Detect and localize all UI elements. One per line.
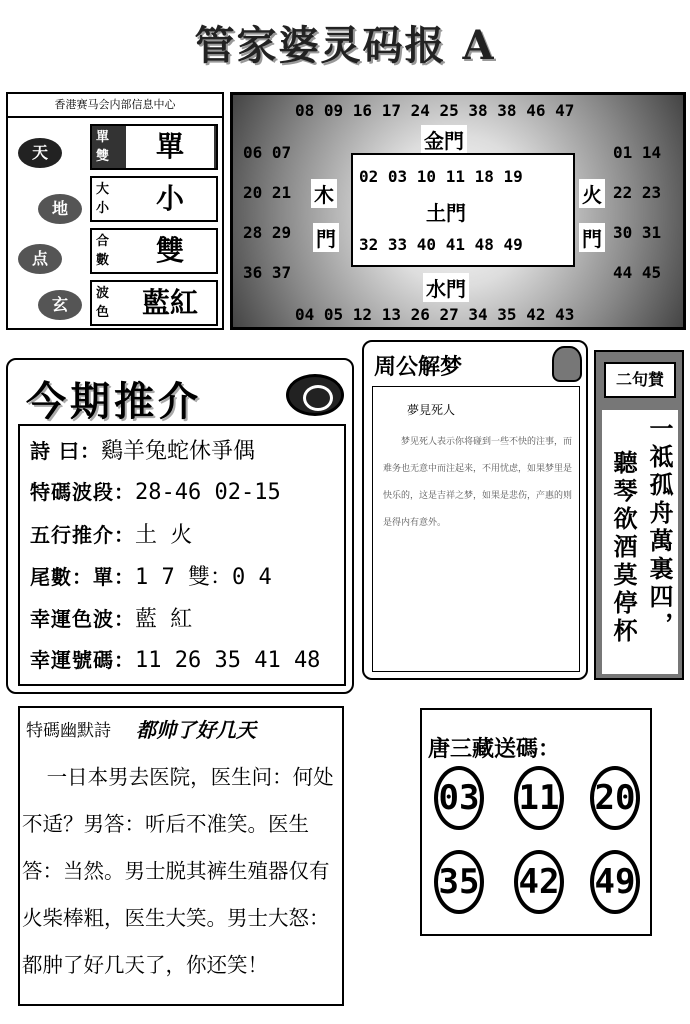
label-sum-b: 數 bbox=[96, 253, 110, 268]
dream-content bbox=[372, 386, 580, 672]
verse-line-right: 一祗孤舟萬裏四， bbox=[645, 416, 674, 640]
lucky-numbers-title: 唐三藏送碼： bbox=[428, 736, 561, 762]
poem-line: 詩 曰：鷄羊兔蛇休爭偶 bbox=[30, 439, 255, 464]
page-title: 管家婆灵码报 A bbox=[194, 22, 496, 69]
logo-icon bbox=[286, 374, 344, 416]
verse-line-left: 聽琴欲酒莫停杯 bbox=[609, 450, 638, 646]
right-numbers-2: 22 23 bbox=[613, 183, 662, 202]
earth-gate-box bbox=[351, 153, 575, 267]
label-big: 大 bbox=[96, 182, 110, 197]
badge-heaven: 天 bbox=[18, 138, 62, 168]
sum-row bbox=[90, 228, 218, 274]
lucky-ball: 42 bbox=[514, 850, 564, 914]
dream-text: 梦见死人表示你将碰到一些不快的注事，而难务也无意中而注起来，不用忧虑，如果梦里是快乐的，这是吉祥之梦，如果是悲伤，产惠的则是得内有意外。 bbox=[383, 437, 573, 528]
bottom-numbers: 04 05 12 13 26 27 34 35 42 43 bbox=[295, 305, 575, 324]
lucky-ball: 49 bbox=[590, 850, 640, 914]
verse-title: 二句賛 bbox=[604, 362, 676, 398]
badge-point: 点 bbox=[18, 244, 62, 274]
color-row bbox=[90, 280, 218, 326]
sum-value: 雙 bbox=[155, 234, 184, 267]
lucky-color-line: 幸運色波：藍 紅 bbox=[30, 607, 193, 632]
left-numbers-4: 36 37 bbox=[243, 263, 292, 282]
left-numbers-3: 28 29 bbox=[243, 223, 292, 242]
left-numbers-1: 06 07 bbox=[243, 143, 292, 162]
dream-panel bbox=[362, 340, 588, 680]
label-even: 雙 bbox=[96, 149, 110, 164]
lucky-ball: 03 bbox=[434, 766, 484, 830]
label-color: 色 bbox=[96, 305, 110, 320]
lucky-ball: 11 bbox=[514, 766, 564, 830]
lucky-numbers-panel bbox=[420, 708, 652, 936]
dream-title: 周公解梦 bbox=[374, 355, 463, 380]
badge-mystic: 玄 bbox=[38, 290, 82, 320]
lucky-ball: 20 bbox=[590, 766, 640, 830]
label-odd: 單 bbox=[96, 130, 110, 145]
right-numbers-1: 01 14 bbox=[613, 143, 662, 162]
five-elements-line: 五行推介：土 火 bbox=[30, 523, 193, 548]
figure-icon bbox=[552, 346, 582, 382]
wood-gate: 木 bbox=[311, 179, 337, 208]
right-numbers-3: 30 31 bbox=[613, 223, 662, 242]
dream-heading: 夢見死人 bbox=[407, 403, 456, 417]
recommendation-panel bbox=[6, 358, 354, 694]
verse-panel bbox=[594, 350, 684, 680]
color-value: 藍紅 bbox=[141, 286, 198, 319]
lucky-ball: 35 bbox=[434, 850, 484, 914]
wave-segment-line: 特碼波段：28-46 02-15 bbox=[30, 480, 281, 505]
top-numbers: 08 09 16 17 24 25 38 38 46 47 bbox=[295, 101, 575, 120]
joke-panel bbox=[18, 706, 344, 1006]
odd-even-value: 單 bbox=[126, 126, 214, 168]
right-numbers-4: 44 45 bbox=[613, 263, 662, 282]
center-top-numbers: 02 03 10 11 18 19 bbox=[359, 167, 523, 186]
tail-number-line: 尾數：單：1 7 雙：0 4 bbox=[30, 565, 272, 590]
big-small-row bbox=[90, 176, 218, 222]
badge-earth: 地 bbox=[38, 194, 82, 224]
joke-body: 一日本男去医院，医生问：何处不适？男答：听后不准笑。医生答：当然。男士脱其裤生殖器仅有火柴棒粗，医生大笑。男士大怒：都肿了好几天了，你还笑！ bbox=[22, 765, 334, 977]
odd-even-row bbox=[90, 124, 218, 170]
fire-gate: 火 bbox=[579, 179, 605, 208]
panel-header: 香港赛马会内部信息中心 bbox=[8, 94, 222, 118]
recommendation-list bbox=[18, 424, 346, 686]
water-gate: 水門 bbox=[423, 273, 469, 302]
label-sum-a: 合 bbox=[96, 234, 110, 249]
fire-gate-door: 門 bbox=[579, 223, 605, 252]
lucky-number-line: 幸運號碼：11 26 35 41 48 bbox=[30, 648, 321, 673]
recommendation-title: 今期推介 bbox=[26, 378, 202, 425]
five-gates-panel bbox=[230, 92, 686, 330]
verse-content bbox=[602, 410, 678, 674]
gold-gate: 金門 bbox=[421, 125, 467, 154]
earth-gate: 土門 bbox=[423, 197, 469, 226]
label-wave: 波 bbox=[96, 286, 110, 301]
attribute-panel bbox=[6, 92, 224, 330]
wood-gate-door: 門 bbox=[313, 223, 339, 252]
center-bottom-numbers: 32 33 40 41 48 49 bbox=[359, 235, 523, 254]
big-small-value: 小 bbox=[155, 182, 184, 215]
left-numbers-2: 20 21 bbox=[243, 183, 292, 202]
joke-title: 都帅了好几天 bbox=[136, 718, 256, 742]
joke-label: 特碼幽默詩 bbox=[26, 721, 111, 741]
label-small: 小 bbox=[96, 201, 110, 216]
